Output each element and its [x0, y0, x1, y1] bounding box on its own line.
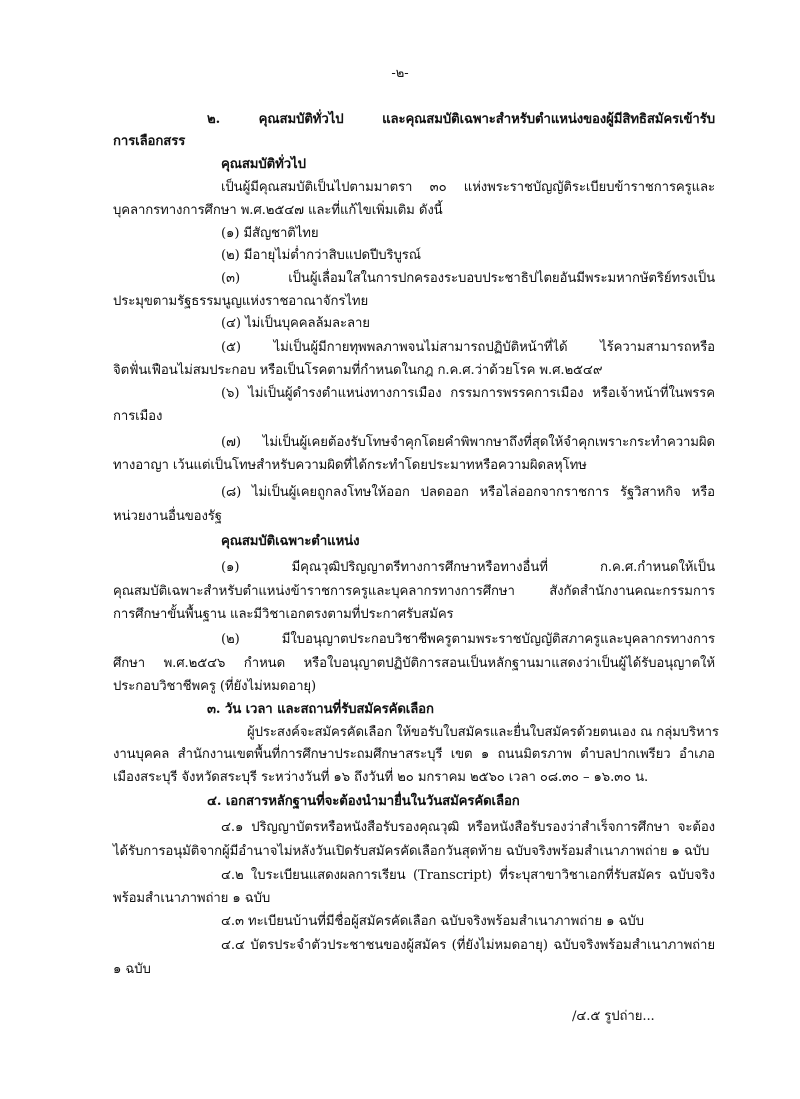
specific-item-1-cont: คุณสมบัติเฉพาะสำหรับตำแหน่งข้าราชการครูและบุคลากรทางการศึกษา สังกัดสำนักงานคณะกรรมการ [113, 584, 715, 599]
general-item-5-cont: จิตฟั่นเฟือนไม่สมประกอบ หรือเป็นโรคตามที่กำหนดในกฎ ก.ค.ศ.ว่าด้วยโรค พ.ศ.๒๕๔๙ [113, 363, 603, 378]
general-item-1: (๑) มีสัญชาติไทย [221, 226, 319, 241]
general-item-3: (๓) เป็นผู้เลื่อมใสในการปกครองระบอบประชาธิปไตยอันมีพระมหากษัตริย์ทรงเป็น [221, 271, 715, 286]
general-item-6: (๖) ไม่เป็นผู้ดำรงตำแหน่งทางการเมือง กรรมการพรรคการเมือง หรือเจ้าหน้าที่ในพรรค [221, 386, 715, 401]
specific-item-1-cont2: การศึกษาขั้นพื้นฐาน และมีวิชาเอกตรงตามที่ประกาศรับสมัคร [113, 607, 454, 622]
document-4-4-cont: ๑ ฉบับ [113, 962, 151, 977]
specific-item-2-cont: ศึกษา พ.ศ.๒๕๔๖ กำหนด หรือใบอนุญาตปฏิบัติการสอนเป็นหลักฐานมาแสดงว่าเป็นผู้ได้รับอนุญาตให้ [113, 656, 715, 671]
document-4-3: ๔.๓ ทะเบียนบ้านที่มีชื่อผู้สมัครคัดเลือก ฉบับจริงพร้อมสำเนาภาพถ่าย ๑ ฉบับ [221, 914, 644, 929]
general-item-4: (๔) ไม่เป็นบุคคลล้มละลาย [221, 316, 370, 331]
general-item-8-cont: หน่วยงานอื่นของรัฐ [113, 509, 222, 524]
general-item-3-cont: ประมุขตามรัฐธรรมนูญแห่งราชอาณาจักรไทย [113, 294, 369, 309]
general-item-7: (๗) ไม่เป็นผู้เคยต้องรับโทษจำคุกโดยคำพิพากษาถึงที่สุดให้จำคุกเพราะกระทำความผิด [221, 435, 715, 450]
continuation-note: /๔.๕ รูปถ่าย... [572, 1009, 655, 1024]
section3-text-cont: งานบุคคล สำนักงานเขตพื้นที่การศึกษาประถมศึกษาสระบุรี เขต ๑ ถนนมิตรภาพ ตำบลปากเพรียว อำเภอ [113, 747, 715, 762]
document-4-1-cont: ได้รับการอนุมัติจากผู้มีอำนาจไม่หลังวันเปิดรับสมัครคัดเลือกวันสุดท้าย ฉบับจริงพร้อมสำเนาภาพถ่าย ๑ ฉบับ [113, 844, 710, 859]
section2-heading: ๒. คุณสมบัติทั่วไป และคุณสมบัติเฉพาะสำหรับตำแหน่งของผู้มีสิทธิสมัครเข้ารับ [207, 112, 715, 127]
general-item-2: (๒) มีอายุไม่ต่ำกว่าสิบแปดปีบริบูรณ์ [221, 248, 421, 263]
document-4-1: ๔.๑ ปริญญาบัตรหรือหนังสือรับรองคุณวุฒิ หรือหนังสือรับรองว่าสำเร็จการศึกษา จะต้อง [221, 820, 715, 835]
section4-heading: ๔. เอกสารหลักฐานที่จะต้องนำมายื่นในวันสมัครคัดเลือก [207, 794, 520, 809]
section3-text: ผู้ประสงค์จะสมัครคัดเลือก ให้ขอรับใบสมัครและยื่นใบสมัครด้วยตนเอง ณ กลุ่มบริหาร [247, 725, 719, 740]
specific-item-2: (๒) มีใบอนุญาตประกอบวิชาชีพครูตามพระราชบัญญัติสภาครูและบุคลากรทางการ [221, 632, 715, 647]
page-number: -๒- [391, 66, 409, 81]
section3-heading: ๓. วัน เวลา และสถานที่รับสมัครคัดเลือก [207, 702, 434, 717]
section3-text-cont2: เมืองสระบุรี จังหวัดสระบุรี ระหว่างวันที่ ๑๖ ถึงวันที่ ๒๐ มกราคม ๒๕๖๐ เวลา ๐๘.๓๐ – ๑๖.๓๐ น. [113, 770, 649, 785]
general-item-8: (๘) ไม่เป็นผู้เคยถูกลงโทษให้ออก ปลดออก หรือไล่ออกจากราชการ รัฐวิสาหกิจ หรือ [221, 485, 715, 500]
general-item-5: (๕) ไม่เป็นผู้มีกายทุพพลภาพจนไม่สามารถปฏิบัติหน้าที่ได้ ไร้ความสามารถหรือ [221, 340, 715, 355]
document-4-2: ๔.๒ ใบระเบียนแสดงผลการเรียน (Transcript) ที่ระบุสาขาวิชาเอกที่รับสมัคร ฉบับจริง [221, 868, 715, 883]
document-4-2-cont: พร้อมสำเนาภาพถ่าย ๑ ฉบับ [113, 891, 271, 906]
specific-item-2-cont2: ประกอบวิชาชีพครู (ที่ยังไม่หมดอายุ) [113, 679, 317, 694]
document-4-4: ๔.๔ บัตรประจำตัวประชาชนของผู้สมัคร (ที่ยังไม่หมดอายุ) ฉบับจริงพร้อมสำเนาภาพถ่าย [221, 938, 715, 953]
specific-item-1: (๑) มีคุณวุฒิปริญญาตรีทางการศึกษาหรือทางอื่นที่ ก.ค.ศ.กำหนดให้เป็น [221, 560, 715, 575]
general-intro: เป็นผู้มีคุณสมบัติเป็นไปตามมาตรา ๓๐ แห่งพระราชบัญญัติระเบียบข้าราชการครูและ [221, 180, 715, 195]
general-intro-cont: บุคลากรทางการศึกษา พ.ศ.๒๕๔๗ และที่แก้ไขเพิ่มเติม ดังนี้ [113, 203, 443, 218]
general-item-7-cont: ทางอาญา เว้นแต่เป็นโทษสำหรับความผิดที่ได้กระทำโดยประมาทหรือความผิดลหุโทษ [113, 458, 587, 473]
section2-heading-cont: การเลือกสรร [113, 134, 186, 149]
specific-qualifications-title: คุณสมบัติเฉพาะตำแหน่ง [221, 534, 360, 549]
general-qualifications-title: คุณสมบัติทั่วไป [221, 157, 306, 172]
general-item-6-cont: การเมือง [113, 409, 163, 424]
